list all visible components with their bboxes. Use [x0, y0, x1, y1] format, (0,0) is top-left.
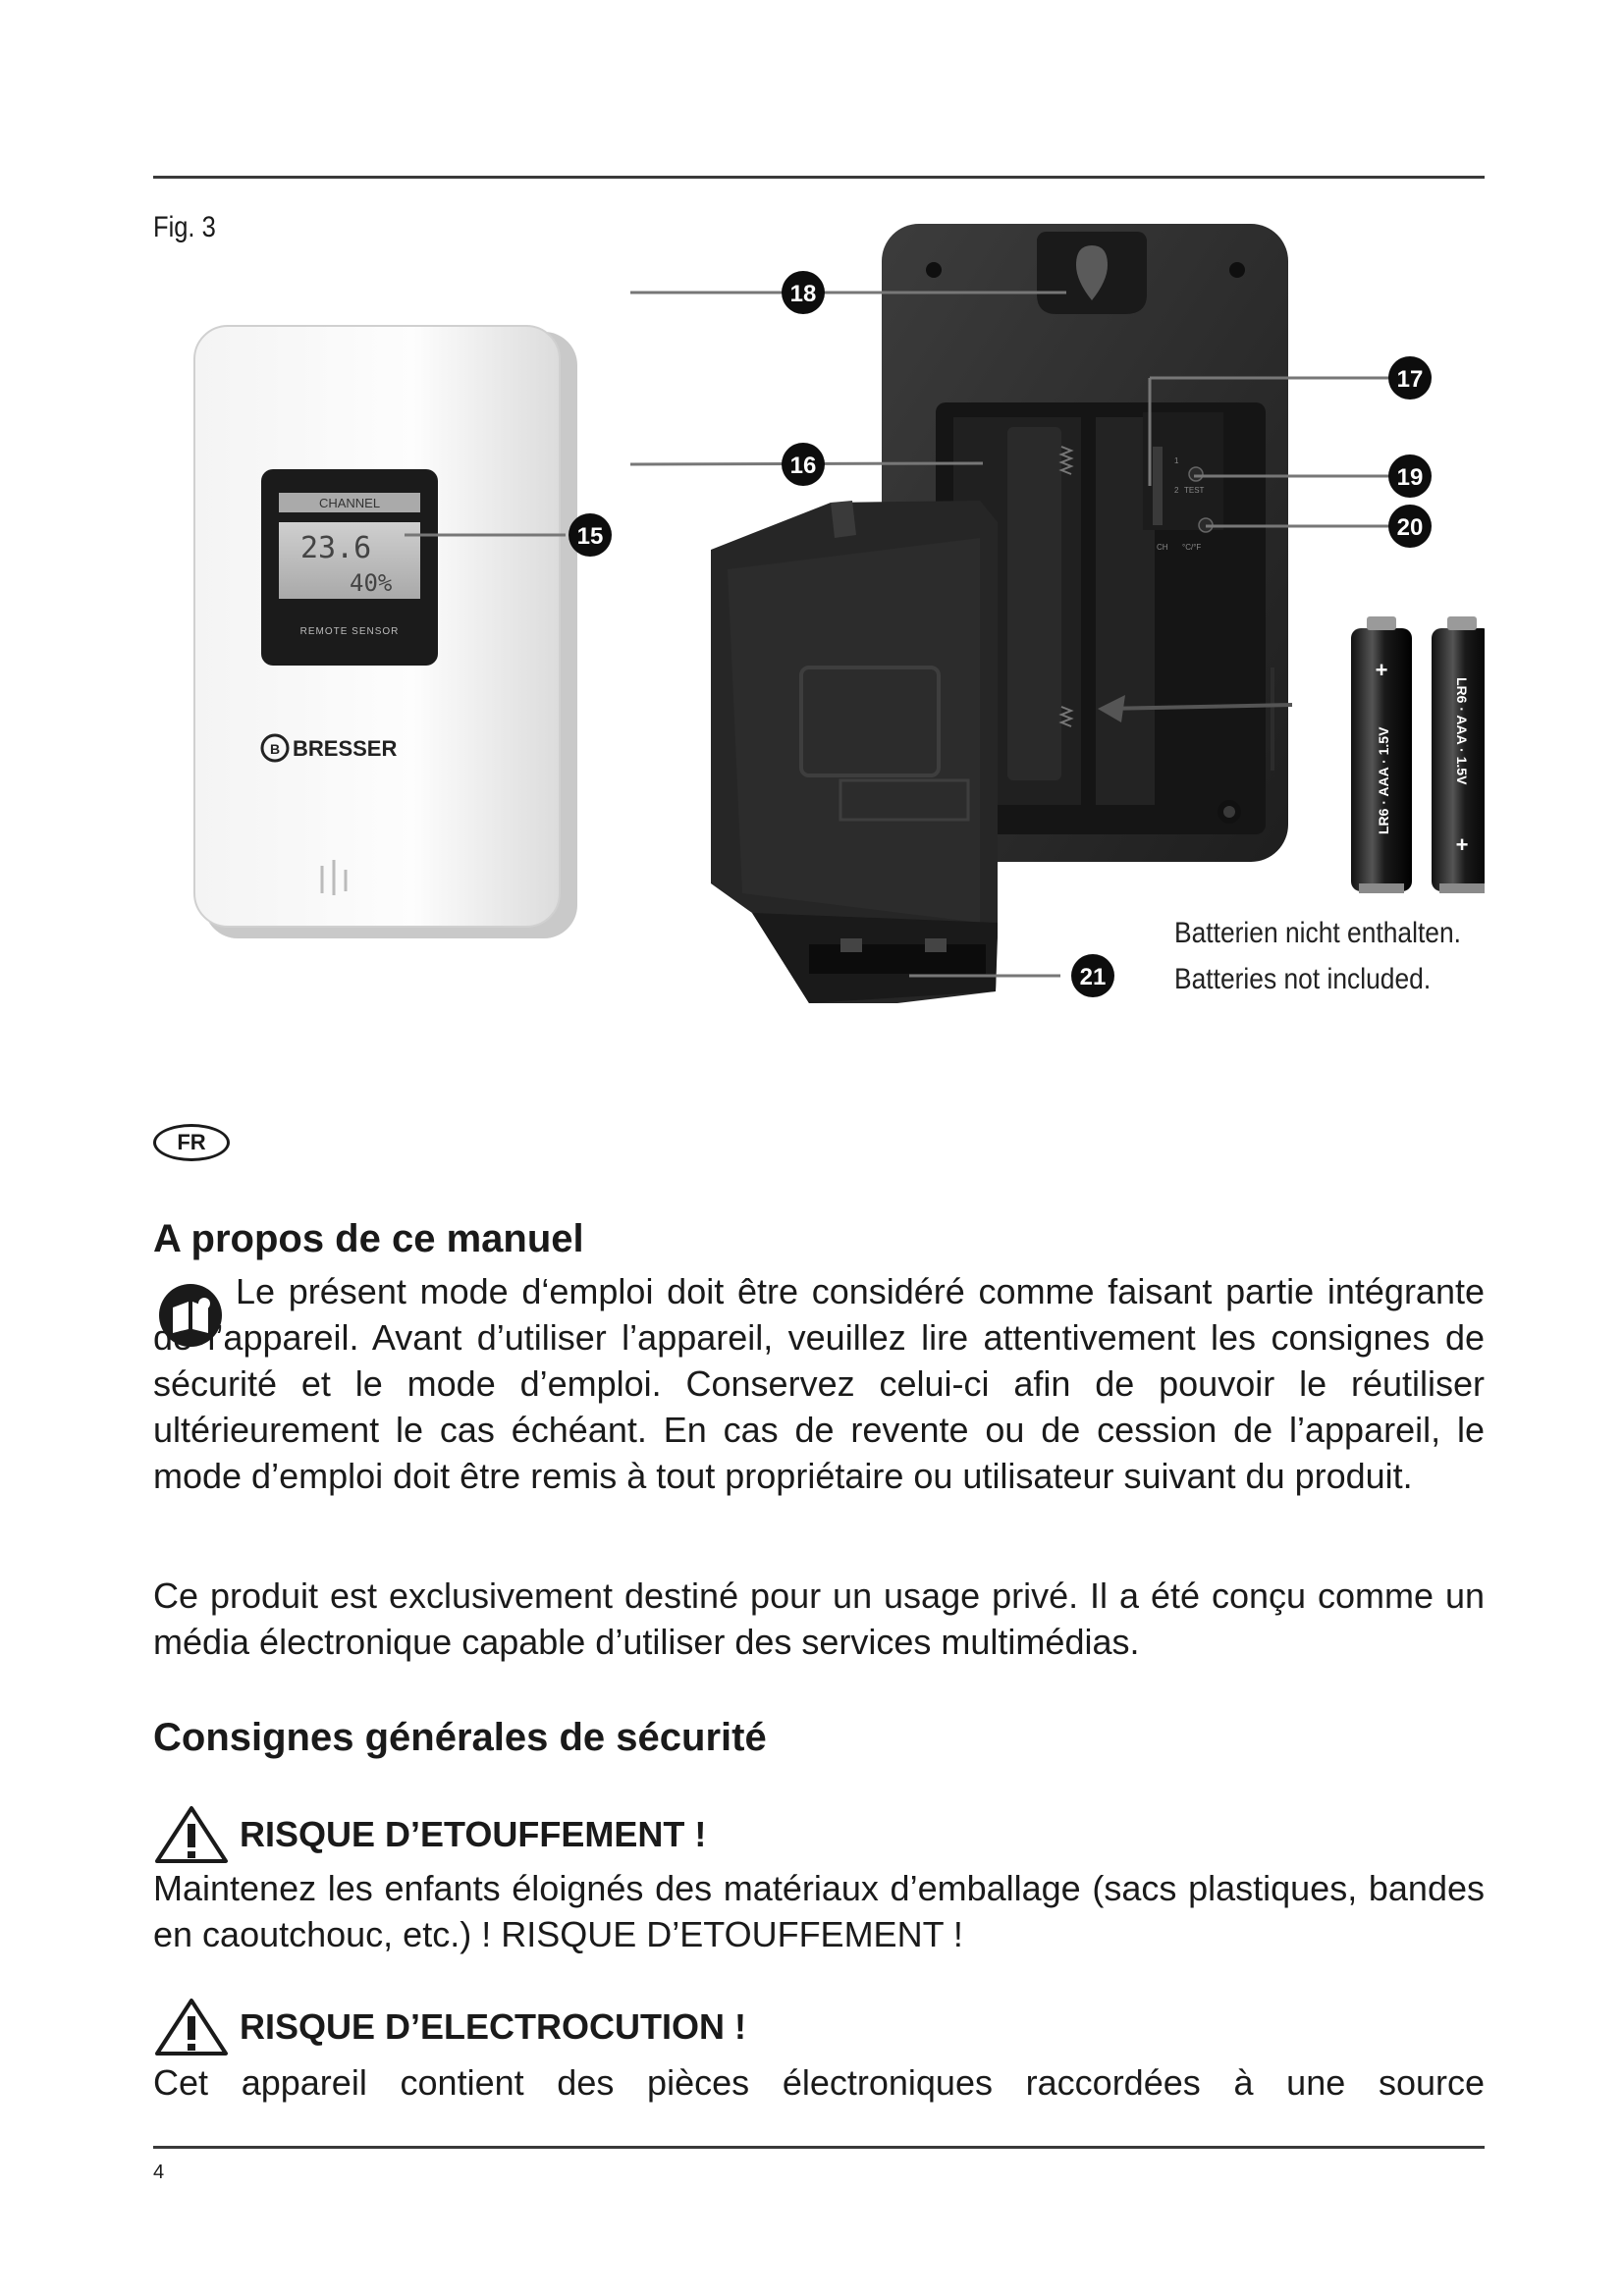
- about-manual-paragraph-1: Le présent mode d‘emploi doit être considéré comme faisant partie intégrante de l’appareil. Avant d’utiliser l’appareil, veuillez lire attentivement les consignes de sécurité et le mode d’emploi. Conservez celui-ci afin de pouvoir le réutiliser ultérieurement le cas échéant. En cas de revente ou de cession de l’appareil, le mode d’emploi doit être remis à tout propriétaire ou utilisateur suivant du produit.: [153, 1271, 1485, 1496]
- about-manual-paragraph-2: Ce produit est exclusivement destiné pour un usage privé. Il a été conçu comme un média électronique capable d’utiliser des services multimédias.: [153, 1575, 1485, 1662]
- note-english: Batteries not included.: [1174, 961, 1432, 995]
- callout-20: [1388, 505, 1432, 548]
- svg-text:1: 1: [1174, 456, 1179, 465]
- test-button: [1189, 467, 1203, 481]
- battery-1-label: LR6 · AAA · 1.5V: [1376, 726, 1391, 834]
- warning-electrocution-text: Cet appareil contient des pièces électroniques raccordées à une source: [153, 2062, 1485, 2103]
- warning-suffocation-text: Maintenez les enfants éloignés des matériaux d’emballage (sacs plastiques, bandes en caoutchouc, etc.) ! RISQUE D’ETOUFFEMENT !: [153, 1868, 1485, 1954]
- svg-text:°C/°F: °C/°F: [1182, 543, 1202, 552]
- bottom-rule: [153, 2146, 1485, 2149]
- svg-text:20: 20: [1396, 514, 1424, 541]
- svg-text:+: +: [1455, 832, 1469, 857]
- svg-text:TEST: TEST: [1184, 486, 1205, 495]
- section-heading-about-manual: A propos de ce manuel: [153, 1217, 584, 1260]
- svg-text:17: 17: [1396, 366, 1424, 393]
- callout-18: [782, 271, 825, 314]
- callout-15: [568, 513, 612, 557]
- callout-21: [1071, 954, 1114, 997]
- figure-label: Fig. 3: [153, 211, 216, 243]
- warning-suffocation: [153, 1804, 706, 1865]
- product-figure: [153, 206, 1485, 1050]
- battery-2-label: LR6 · AAA · 1.5V: [1454, 677, 1470, 785]
- warning-triangle-icon: [153, 1997, 230, 2057]
- batteries: [1351, 616, 1485, 893]
- language-badge: FR: [153, 1124, 230, 1161]
- warning-triangle-icon: [153, 1804, 230, 1865]
- callout-17: [1388, 356, 1432, 400]
- callout-16: [782, 443, 825, 486]
- svg-text:21: 21: [1079, 964, 1107, 990]
- warning-electrocution: [153, 1997, 746, 2057]
- svg-text:2: 2: [1174, 486, 1179, 495]
- svg-text:19: 19: [1396, 464, 1424, 491]
- brand-name: BRESSER: [293, 736, 398, 761]
- svg-text:B: B: [269, 741, 281, 757]
- svg-text:16: 16: [789, 453, 817, 479]
- top-rule: [153, 176, 1485, 179]
- page-number: 4: [153, 2162, 165, 2183]
- svg-text:+: +: [1375, 658, 1388, 682]
- lcd-humidity: 40%: [350, 569, 393, 597]
- battery-cover: [711, 501, 998, 1003]
- lcd-remote-sensor-label: REMOTE SENSOR: [299, 626, 400, 637]
- warning-electrocution-title: RISQUE D’ELECTROCUTION !: [240, 2006, 747, 2047]
- sensor-front: [194, 326, 577, 938]
- lcd-channel-label: CHANNEL: [318, 496, 381, 510]
- callout-19: [1388, 454, 1432, 498]
- note-german: Batterien nicht enthalten.: [1174, 915, 1461, 949]
- lcd-temperature: 23.6: [300, 531, 372, 565]
- svg-text:15: 15: [576, 523, 604, 550]
- svg-text:CH: CH: [1157, 543, 1168, 552]
- section-heading-safety: Consignes générales de sécurité: [153, 1716, 767, 1759]
- svg-text:18: 18: [789, 281, 817, 307]
- warning-suffocation-title: RISQUE D’ETOUFFEMENT !: [240, 1814, 707, 1854]
